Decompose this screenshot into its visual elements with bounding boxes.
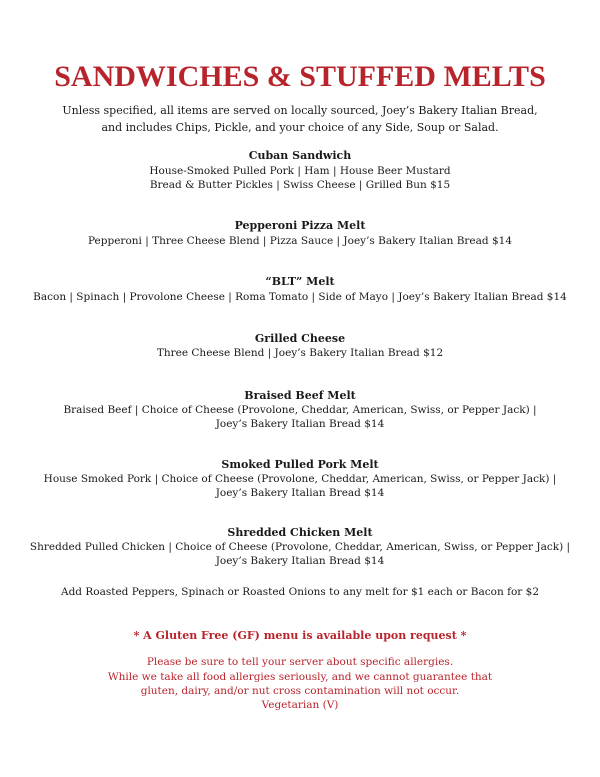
item-description: Joey’s Bakery Italian Bread $14 [215,487,385,499]
item-description: House-Smoked Pulled Pork | Ham | House Beer Mustard [149,165,451,177]
allergy-line: gluten, dairy, and/or nut cross contamination will not occur. [140,685,460,697]
item-name: Grilled Cheese [254,332,346,345]
item-name: Smoked Pulled Pork Melt [221,458,379,471]
item-description: Three Cheese Blend | Joey’s Bakery Italian Bread $12 [156,347,444,359]
vegetarian-legend: Vegetarian (V) [261,699,339,711]
gluten-free-note: * A Gluten Free (GF) menu is available upon request * [133,629,467,642]
addons-note: Add Roasted Peppers, Spinach or Roasted Onions to any melt for $1 each or Bacon for $2 [61,586,539,598]
item-description: Joey’s Bakery Italian Bread $14 [215,418,385,430]
item-description: Shredded Pulled Chicken | Choice of Cheese (Provolone, Cheddar, American, Swiss, or Pepper Jack) | [29,541,571,553]
item-description: Pepperoni | Three Cheese Blend | Pizza Sauce | Joey’s Bakery Italian Bread $14 [87,235,513,247]
allergy-line: Please be sure to tell your server about specific allergies. [146,656,454,668]
item-name: Pepperoni Pizza Melt [234,219,366,232]
intro-line: Unless specified, all items are served on locally sourced, Joey’s Bakery Italian Bread, [62,104,538,117]
item-name: Braised Beef Melt [244,389,356,402]
item-description: Joey’s Bakery Italian Bread $14 [215,555,385,567]
item-name: Shredded Chicken Melt [227,526,373,539]
allergy-line: While we take all food allergies seriously, and we cannot guarantee that [107,671,493,683]
item-name: Cuban Sandwich [248,149,352,162]
intro-line: and includes Chips, Pickle, and your choice of any Side, Soup or Salad. [101,121,499,134]
item-description: Bread & Butter Pickles | Swiss Cheese | Grilled Bun $15 [149,179,451,191]
item-description: House Smoked Pork | Choice of Cheese (Provolone, Cheddar, American, Swiss, or Pepper Jack) | [43,473,557,485]
item-description: Bacon | Spinach | Provolone Cheese | Roma Tomato | Side of Mayo | Joey’s Bakery Italian Bread $14 [33,291,567,303]
page-title: SANDWICHES & STUFFED MELTS [54,60,546,93]
item-name: “BLT” Melt [265,275,335,288]
item-description: Braised Beef | Choice of Cheese (Provolone, Cheddar, American, Swiss, or Pepper Jack) | [63,404,537,416]
